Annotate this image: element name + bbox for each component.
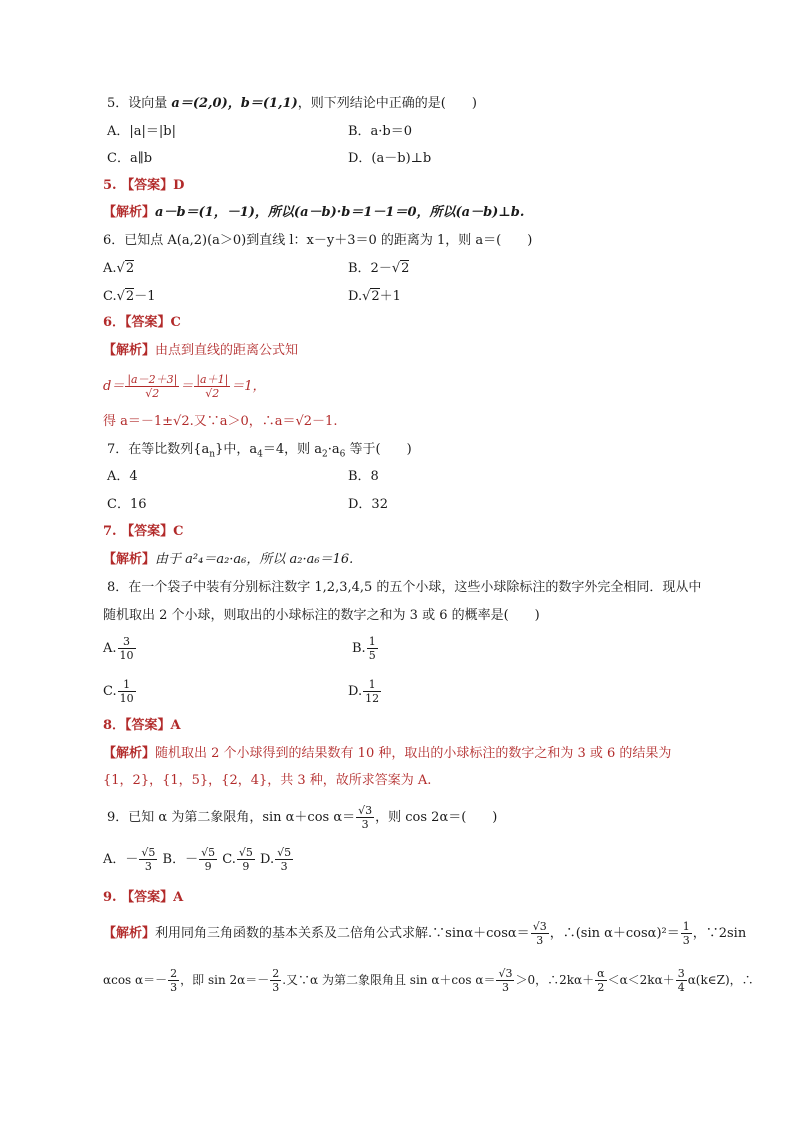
q9-a2e-den: 4 [677,981,685,994]
q8-option-a-pre: A. [103,641,117,656]
q9-a2b-num: 2 [272,967,280,980]
q9-options [103,843,294,877]
q8-option-b [352,632,379,666]
q6-option-d-rad: 2 [371,289,380,304]
q7-stem-mid: }中，a [215,442,258,457]
q9-a2e-frac [676,967,687,994]
q9-option-b-pre: B．－ [162,852,199,867]
q8-option-c-pre: C. [103,684,117,699]
q9-a2-frac [168,967,179,994]
q7-sub-6: 6 [339,449,346,460]
q9-analysis-line1 [103,916,746,952]
q9-option-d-den: 3 [280,860,288,873]
q8-option-d-num: 1 [363,678,381,692]
q9-a2-num: 2 [170,967,178,980]
q9-analysis1-mid: ，∴(sin α＋cosα)²＝ [549,926,680,941]
q6-frac2 [194,373,230,400]
q9-option-a [103,846,158,873]
q7-sub-2: 2 [322,449,328,460]
q5-stem-vec: a＝(2,0)，b＝(1,1) [171,96,298,111]
q8-stem-line1: 8．在一个袋子中装有分别标注数字 1,2,3,4,5 的五个小球，这些小球除标注的数字外完全相同．现从中 [107,580,702,595]
q9-option-a-num: √5 [141,846,156,859]
q9-a1-den: 3 [536,934,544,947]
q9-stem-post: ，则 cos 2α＝( ) [375,810,498,825]
q8-option-a-frac [118,635,136,662]
q9-option-c-num: √5 [238,846,253,859]
q5-option-c: C．a∥b [107,151,153,166]
q9-analysis1-pre: 利用同角三角函数的基本关系及二倍角公式求解.∵sinα＋cosα＝ [155,926,530,941]
q5-analysis-text: a－b＝(1，－1)，所以(a－b)·b＝1－1＝0，所以(a－b)⊥b. [155,205,525,220]
q6-option-d-pre: D. [348,289,363,304]
q8-option-a [103,632,137,666]
q6-analysis-text: 由点到直线的距离公式知 [155,343,299,358]
q9-a2d-num: α [597,967,605,980]
q6-option-a-pre: A. [103,261,117,276]
q8-option-c [103,675,137,709]
q9-option-b [162,846,219,873]
q9-stem-frac [356,804,374,831]
q7-option-a: A．4 [107,469,138,484]
q9-option-a-pre: A．－ [103,852,139,867]
q9-a2d-frac [595,967,606,994]
q9-option-c [222,846,256,873]
q5-option-b: B．a·b＝0 [348,124,413,139]
q6-analysis-tag: 【解析】 [103,343,156,358]
q6-formula-eq: ＝ [180,379,194,394]
q6-formula [103,372,266,402]
q6-formula-rhs: ＝1， [231,379,266,394]
q9-stem-den: 3 [361,818,369,831]
q5-stem-post: ，则下列结论中正确的是( ) [297,96,477,111]
q6-option-c-post: －1 [134,289,156,304]
q7-stem-dot: ·a [327,442,340,457]
q5-option-a: A．|a|＝|b| [107,124,176,139]
q7-stem-pre: 7．在等比数列{a [107,442,210,457]
q6-option-a: A.√2 [103,261,135,276]
q6-frac2-num: |a＋1| [196,373,229,386]
q9-a1b-frac [681,920,692,947]
q8-option-b-den: 5 [368,649,376,662]
q9-option-d-frac [275,846,293,873]
q9-analysis2-post: α(k∈Z)，∴ [687,973,754,987]
q8-option-c-frac [118,678,136,705]
q7-option-d: D．32 [348,497,388,512]
q8-answer: 8．【答案】A [103,718,181,733]
q5-option-d: D．(a－b)⊥b [348,151,432,166]
q6-frac1 [125,373,179,400]
q9-option-d-num: √5 [277,846,292,859]
q6-frac1-den: √2 [145,387,160,400]
q9-option-c-pre: C. [222,852,236,867]
q6-option-b-pre: B．2－ [348,261,392,276]
q6-frac2-den: √2 [205,387,220,400]
q8-option-b-pre: B. [352,641,366,656]
q8-option-d [348,675,382,709]
q9-analysis2-mid2: .又∵α 为第二象限角且 sin α＋cos α＝ [282,973,496,987]
q6-option-c-rad: 2 [125,289,135,304]
q7-analysis-text: 由于 a²₄＝a₂·a₆，所以 a₂·a₆＝16. [155,552,354,567]
q9-option-d-pre: D. [260,852,275,867]
q7-sub-4: 4 [257,449,263,460]
q5-analysis [103,205,524,221]
q8-option-d-frac [363,678,381,705]
q5-stem-pre: 5．设向量 [107,96,172,111]
q9-a1-num: √3 [532,920,547,933]
q8-analysis-text1: 随机取出 2 个小球得到的结果数有 10 种，取出的小球标注的数字之和为 3 或 6 的结果为 [155,746,672,761]
q7-stem-mid2: ＝4，则 a [262,442,323,457]
q6-option-a-rad: 2 [125,261,135,276]
q7-option-b: B．8 [348,469,379,484]
q9-analysis2-mid: ，即 sin 2α＝－ [180,973,270,987]
q5-stem [107,96,477,112]
q6-option-d-post: ＋1 [379,289,401,304]
q8-option-a-num: 3 [118,635,136,649]
q9-analysis2-mid4: ＜α＜2kα＋ [607,973,675,987]
q7-analysis-tag: 【解析】 [103,552,156,567]
q8-option-c-num: 1 [118,678,136,692]
q9-analysis2-mid3: ＞0，∴2kα＋ [515,973,595,987]
q9-a2e-num: 3 [677,967,685,980]
q8-option-d-pre: D. [348,684,363,699]
q7-answer: 7. 【答案】C [103,524,184,539]
q9-answer: 9. 【答案】A [103,890,184,905]
q6-option-d: D.√2＋1 [348,289,401,304]
q9-option-c-den: 9 [242,860,250,873]
q9-stem-pre: 9．已知 α 为第二象限角，sin α＋cos α＝ [107,810,356,825]
q9-option-a-den: 3 [144,860,152,873]
q8-option-b-num: 1 [368,635,376,648]
q5-analysis-tag: 【解析】 [103,205,156,220]
q9-analysis-tag: 【解析】 [103,926,156,941]
q7-sub-n: n [209,449,216,460]
q6-formula-lhs: d＝ [103,379,125,394]
q6-frac1-num: |a－2＋3| [127,373,178,386]
q8-option-a-den: 10 [119,649,134,662]
q9-option-a-frac [139,846,157,873]
q9-a2c-den: 3 [501,981,509,994]
q9-analysis2-pre: αcos α＝－ [103,973,168,987]
q9-analysis1-post: ，∵2sin [692,926,747,941]
q7-stem-post: 等于( ) [345,442,412,457]
q9-a2c-frac [496,967,514,994]
q9-analysis-line2 [103,962,754,998]
q6-answer: 6．【答案】C [103,315,181,330]
q6-stem: 6．已知点 A(a,2)(a＞0)到直线 l：x－y＋3＝0 的距离为 1，则 a＝( ) [103,233,533,248]
q8-option-c-den: 10 [119,692,134,705]
q9-a2b-den: 3 [272,981,280,994]
q8-option-b-frac [367,635,378,662]
q7-stem [107,442,412,463]
q7-analysis [103,552,353,568]
q8-analysis-line2: {1，2}，{1，5}，{2，4}，共 3 种，故所求答案为 A. [103,773,432,788]
q6-conclusion: 得 a＝－1±√2.又∵a＞0，∴a＝√2－1. [103,414,338,429]
q9-a1b-den: 3 [682,934,690,947]
q9-a2c-num: √3 [498,967,513,980]
q9-a2b-frac [270,967,281,994]
q6-option-c: C.√2－1 [103,289,156,304]
q9-a1-frac [531,920,549,947]
q9-stem [107,802,497,834]
q7-option-c: C．16 [107,497,147,512]
q9-option-b-den: 9 [204,860,212,873]
q6-analysis [103,343,298,359]
q9-option-b-num: √5 [201,846,216,859]
q6-option-b: B．2－√2 [348,261,410,276]
q9-a1b-num: 1 [682,920,690,933]
q6-option-b-rad: 2 [401,261,410,276]
q8-analysis-line1 [103,746,671,762]
q9-a2d-den: 2 [597,981,605,994]
q6-option-c-pre: C. [103,289,117,304]
q8-option-d-den: 12 [365,692,380,705]
q5-answer: 5. 【答案】D [103,178,185,193]
q9-option-d [260,846,294,873]
q9-stem-num: √3 [358,804,373,817]
q9-a2-den: 3 [170,981,178,994]
q8-analysis-tag: 【解析】 [103,746,156,761]
q9-option-b-frac [199,846,217,873]
q9-option-c-frac [237,846,255,873]
q8-stem-line2: 随机取出 2 个小球，则取出的小球标注的数字之和为 3 或 6 的概率是( ) [103,608,540,623]
